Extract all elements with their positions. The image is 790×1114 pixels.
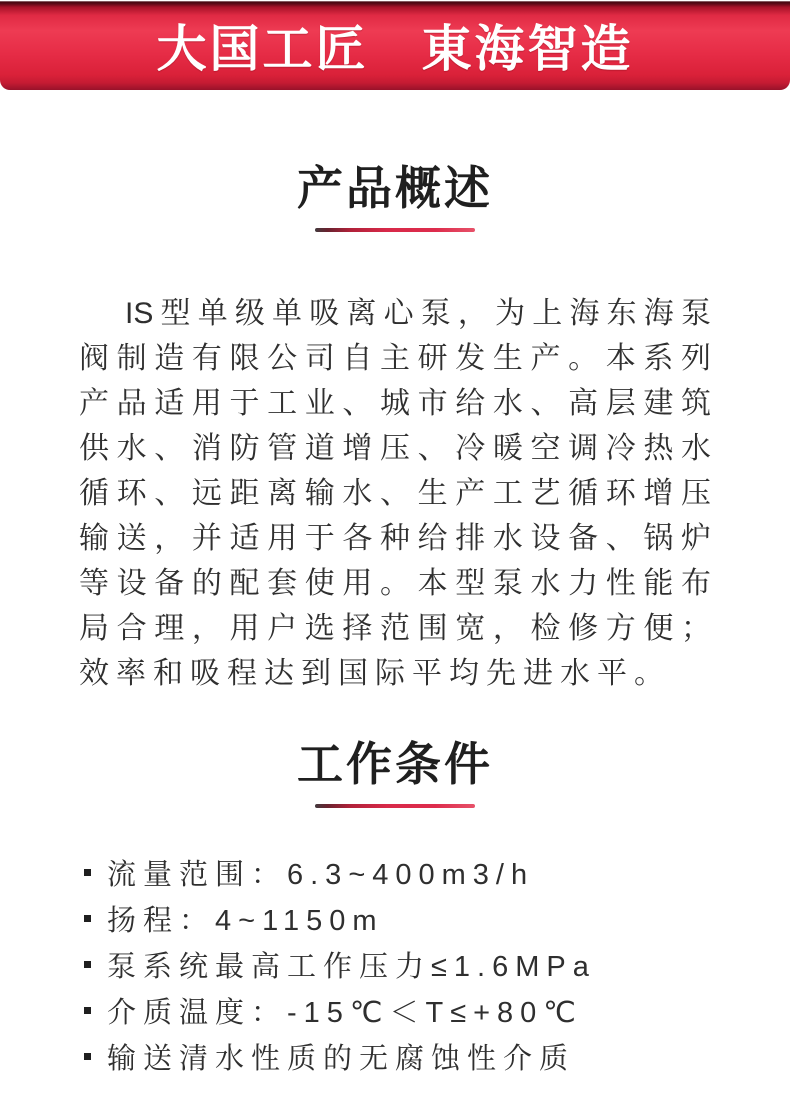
condition-item [84,987,790,1033]
condition-item-text: 流量范围：6.3~400m3/h [107,858,535,891]
condition-item [84,941,790,987]
overview-line: 效率和吸程达到国际平均先进水平。 [79,657,671,690]
overview-line: 局合理，用户选择范围宽，检修方便； [79,612,711,645]
bullet-icon [84,869,91,876]
bullet-icon [84,961,91,968]
condition-item-text: 输送清水性质的无腐蚀性介质 [107,1042,576,1075]
conditions-section-heading: 工作条件 [297,738,493,790]
bullet-icon [84,1053,91,1060]
overview-line: 阀制造有限公司自主研发生产。本系列 [79,342,711,375]
bullet-icon [84,1007,91,1014]
banner-title: 大国工匠 東海智造 [156,21,634,77]
overview-line: IS型单级单吸离心泵，为上海东海泵 [125,297,711,330]
condition-item-text: 泵系统最高工作压力≤1.6MPa [107,950,596,983]
condition-item [84,849,790,895]
conditions-list [84,849,790,1079]
overview-line: 供水、消防管道增压、冷暖空调冷热水 [79,432,711,465]
conditions-heading-underline [315,804,475,808]
overview-line: 等设备的配套使用。本型泵水力性能布 [79,567,711,600]
condition-item [84,895,790,941]
condition-item-text: 扬程：4~1150m [107,904,384,937]
overview-section-heading: 产品概述 [297,162,493,214]
condition-item [84,1033,790,1079]
top-banner [0,0,790,90]
overview-line: 输送，并适用于各种给排水设备、锅炉 [79,522,711,555]
bullet-icon [84,915,91,922]
overview-paragraph [79,291,711,696]
overview-line: 循环、远距离输水、生产工艺循环增压 [79,477,711,510]
condition-item-text: 介质温度：-15℃＜T≤+80℃ [107,996,583,1029]
overview-heading-underline [315,228,475,232]
overview-line: 产品适用于工业、城市给水、高层建筑 [79,387,711,420]
